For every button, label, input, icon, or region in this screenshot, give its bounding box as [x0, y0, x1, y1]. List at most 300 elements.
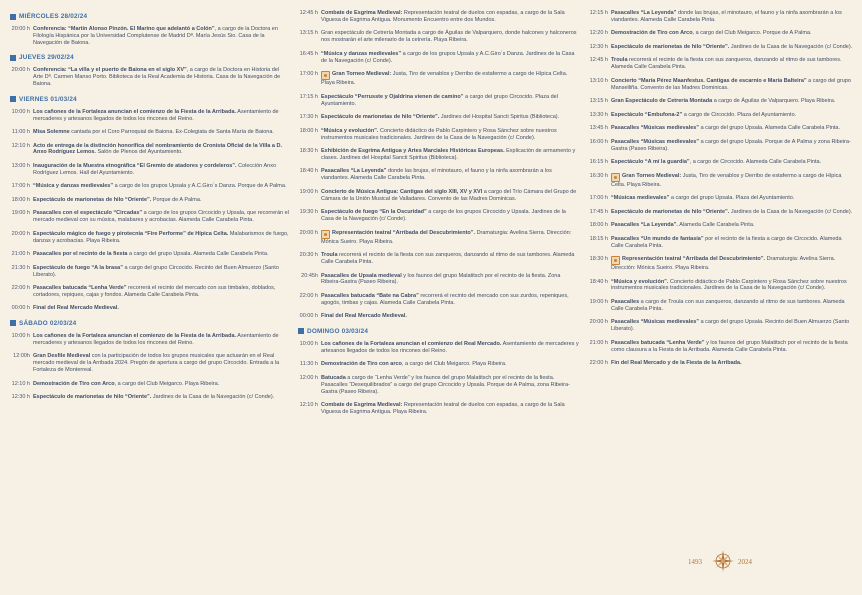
- event-details: a cargo del grupo Circocido. Recinto del Buen Almuerzo (Santo Liberato).: [33, 264, 279, 278]
- compass-rose-icon: [712, 550, 734, 572]
- event-item: [588, 299, 854, 313]
- event-details: a cargo del Trío Cámara del Grupo de Cámara de la Unión Musical de Valladares. Convento de las Madres Dominicas.: [321, 188, 577, 202]
- event-item: [588, 360, 854, 367]
- event-item: [588, 30, 854, 37]
- event-item: [588, 173, 854, 189]
- event-item: [298, 148, 580, 162]
- event-description: [611, 98, 854, 105]
- event-details: Justa, Tiro de venablos y Derribo de estafermo a cargo de Hípica Celta. Playa Ribeira.: [321, 71, 568, 87]
- event-title: Espectáculo “A mí la guardia”: [611, 159, 690, 166]
- event-description: [611, 159, 854, 166]
- event-title: Pasacalles “Un mundo de fantasía”: [611, 235, 704, 242]
- event-time: 19:30 h: [299, 209, 318, 216]
- event-details: a cargo de los grupos Circocido y Upsala. Jardines de la Casa de la Navegación (c/ Conde).: [321, 209, 566, 223]
- horse-rider-icon: [321, 230, 330, 239]
- event-description: [33, 26, 290, 47]
- event-item: [10, 353, 290, 374]
- event-details: Dramaturgia: Avelina Sierra. Dirección: Mónica Sueiro. Playa Ribeira.: [611, 256, 836, 272]
- program-column-3: [588, 10, 854, 374]
- event-time: 16:15 h: [589, 159, 608, 166]
- event-description: [611, 112, 854, 119]
- day-title: MIÉRCOLES 28/02/24: [19, 13, 88, 20]
- event-details: Asentamiento de mercaderes y artesanos llegados de todos los rincones del Reino.: [33, 332, 279, 346]
- event-item: [298, 402, 580, 416]
- event-details: Justa, Tiro de venablos y Derribo de estafermo a cargo de Hípica Celta. Playa Ribeira.: [611, 172, 842, 188]
- event-item: [588, 78, 854, 92]
- event-title: Concierto “María Pérez Maanfestus. Cantigas de escarnio e María Balteira”: [611, 77, 807, 84]
- event-item: [588, 112, 854, 119]
- event-time: 20:00 h: [11, 230, 30, 237]
- event-description: [611, 44, 854, 51]
- event-title: Acto de entrega de la distinción honorífica del nombramiento de Cronista Oficial de la Villa a D. Anxo Rodríguez Lemos.: [33, 142, 282, 156]
- event-item: [10, 26, 290, 47]
- event-item: [10, 197, 290, 204]
- event-details: Concierto didáctico de Pablo Carpintero y Rosa Sánchez sobre nuestros instrumentos musicales tradicionales. Jardines de la Casa de la Navegación (c/ Conde).: [321, 127, 557, 141]
- event-description: [33, 265, 290, 279]
- event-title: Espectáculo “Embufona-2”: [611, 111, 683, 118]
- event-title: Espectáculo de marionetas de hilo “Oriente”.: [33, 394, 152, 401]
- event-time: 18:00 h: [11, 196, 30, 203]
- event-time: 19:00 h: [299, 188, 318, 195]
- event-description: [321, 71, 580, 87]
- event-item: [10, 285, 290, 299]
- event-title: Espectáculo mágico de fuego y pirotecnia “Fire Performe” de Hípica Celta.: [33, 230, 229, 237]
- event-description: [33, 197, 290, 204]
- day-marker-icon: [10, 320, 16, 326]
- day-marker-icon: [10, 96, 16, 102]
- event-time: 13:00 h: [11, 162, 30, 169]
- event-description: [321, 230, 580, 246]
- event-description: [33, 67, 290, 88]
- event-description: [611, 256, 854, 272]
- event-details: recorrerá el recinto del mercado con sus zurdos, repeniques, agogós, timbas y cajas. Alameda Calle Carabela Pinta.: [321, 292, 569, 306]
- event-item: [588, 139, 854, 153]
- event-description: [611, 279, 854, 293]
- event-item: [298, 230, 580, 246]
- event-details: a cargo del grupo Upsala. Alameda Calle Carabela Pinta.: [699, 125, 841, 132]
- event-item: [298, 361, 580, 368]
- event-description: [33, 109, 290, 123]
- event-title: Demostración de Tiro con arco: [321, 361, 402, 368]
- emblem-year-end: 2024: [738, 558, 752, 566]
- event-title: Concierto de Música Antigua: Cantigas del siglo XIII, XV y XVI: [321, 188, 483, 195]
- event-time: 12:20 h: [589, 30, 608, 37]
- event-item: [298, 128, 580, 142]
- event-title: Espectáculo “Perrusste y Ojaldrina vienen de camino”: [321, 93, 464, 100]
- event-description: [321, 273, 580, 287]
- event-time: 19:00 h: [589, 298, 608, 305]
- emblem-year-start: 1493: [688, 558, 702, 566]
- event-details: Gran espectáculo de Cetrería Montada a cargo de Águilas de Valparquero, donde halcones y halconeros nos mostrarán el arte milenario de la cetrería. Playa Ribeira.: [321, 30, 577, 44]
- event-item: [298, 30, 580, 44]
- event-item: [588, 159, 854, 166]
- event-details: recorrerá el recinto del mercado con sus timbales, doblados, cortadores, repiques, cajas y fondos. Alameda Calle Carabela Pinta.: [33, 285, 276, 298]
- event-time: 13:45 h: [589, 125, 608, 132]
- day-header: [298, 327, 580, 336]
- event-title: Gran Desfile Medieval: [33, 353, 91, 360]
- event-item: [298, 71, 580, 87]
- event-title: Conferencia: “La villa y el puerto de Baiona en el siglo XV”: [33, 67, 187, 74]
- event-title: Espectáculo de marionetas de hilo “Oriente”.: [611, 43, 730, 50]
- event-time: 22:00 h: [299, 292, 318, 299]
- event-details: Representación teatral de duelos con espadas, a cargo de la Sala Viguesa de Esgrima Antigua. Playa Ribeira.: [321, 402, 565, 415]
- event-details: a cargo del grupo Upsala. Plaza del Ayuntamiento.: [669, 195, 795, 202]
- event-title: Los cañones de la Fortaleza anuncian el comienzo del Real Mercado.: [321, 340, 502, 347]
- event-time: 12:00 h: [299, 374, 318, 381]
- event-item: [588, 340, 854, 354]
- event-details: a cargo de Águilas de Valparquero. Playa Ribeira.: [712, 98, 836, 105]
- event-title: Batucada: [321, 374, 346, 381]
- event-item: [588, 195, 854, 202]
- event-details: a cargo de los grupos Upsala y A.C.Giro´s Danza. Jardines de la Casa de la Navegación (c/ Conde).: [321, 50, 575, 64]
- event-description: [611, 299, 854, 313]
- event-item: [298, 114, 580, 121]
- event-details: a cargo de Circocido. Plaza del Ayuntamiento.: [682, 111, 797, 118]
- day-title: DOMINGO 03/03/24: [307, 327, 369, 335]
- event-details: Representación teatral de duelos con espadas, a cargo de la Sala Viguesa de Esgrima Antigua. Monumento Encuentro entre dos Mundos.: [321, 10, 565, 23]
- day-title: JUEVES 29/02/24: [19, 54, 74, 62]
- event-description: [611, 209, 854, 216]
- day-marker-icon: [10, 14, 16, 20]
- event-item: [588, 98, 854, 105]
- event-description: [321, 361, 580, 368]
- event-title: Exhibición de Esgrima Antigua y Artes Marciales Históricas Europeas.: [321, 148, 505, 155]
- event-time: 17:45 h: [589, 208, 608, 215]
- event-details: recorrerá el recinto de la fiesta con sus zanqueros, danzando al ritmo de sus tambores. Alameda Calle Carabela Pinta.: [321, 252, 575, 266]
- event-time: 18:00 h: [589, 222, 608, 229]
- event-description: [33, 210, 290, 224]
- event-item: [10, 163, 290, 177]
- event-details: Jardines de la Casa de la Navegación (c/ Conde).: [151, 394, 275, 401]
- event-title: Espectáculo de marionetas de hilo “Oriente”.: [321, 114, 440, 121]
- event-description: [321, 341, 580, 355]
- event-description: [33, 394, 290, 401]
- event-title: Pasacalles “La Leyenda”: [321, 168, 387, 175]
- event-time: 10:00 h: [299, 340, 318, 347]
- event-details: donde las brujas, el minotauro, el fauno y la ninfa asombrarán a los viandantes. Alameda Calle Carabela Pinta.: [611, 10, 842, 23]
- event-title: Pasacalles: [611, 298, 640, 305]
- event-title: Fin del Real Mercado y de la Fiesta de la Arribada.: [611, 360, 742, 367]
- event-details: Porque de A Palma.: [151, 196, 202, 203]
- event-time: 21:00 h: [589, 339, 608, 346]
- event-title: “Música y danzas medievales”: [321, 50, 402, 57]
- event-details: a cargo del grupo Upsala. Porque de A Palma y zona Ribeira-Gastra (Paseo Ribeira).: [611, 138, 851, 152]
- event-title: Espectáculo de fuego “En la Oscuridad”: [321, 209, 427, 216]
- event-title: Gran Torneo Medieval:: [332, 71, 392, 78]
- event-time: 18:30 h: [589, 256, 608, 263]
- event-item: [588, 222, 854, 229]
- program-column-1: [10, 10, 290, 408]
- event-title: Pasacalles batucada “Lenha Verde”: [611, 339, 705, 346]
- day-header: [10, 95, 290, 104]
- event-title: Pasacalles “Músicas medievales”: [611, 319, 700, 326]
- event-description: [33, 305, 290, 312]
- event-time: 13:10 h: [589, 77, 608, 84]
- event-time: 17:00 h: [589, 195, 608, 202]
- event-title: Final del Real Mercado Medieval.: [33, 305, 119, 312]
- event-title: Gran Torneo Medieval:: [622, 172, 682, 179]
- event-time: 18:40 h: [589, 278, 608, 285]
- event-description: [33, 129, 290, 136]
- event-time: 12:10 h: [11, 380, 30, 387]
- event-time: 16:00 h: [589, 138, 608, 145]
- event-details: Asentamiento de mercaderes y artesanos llegados de todos los rincones del Reino.: [321, 340, 579, 354]
- event-details: , a cargo del Club Meigarco. Playa Ribeira.: [114, 380, 220, 387]
- event-time: 19:00 h: [11, 210, 30, 217]
- day-header: [10, 319, 290, 328]
- day-marker-icon: [10, 55, 16, 61]
- event-title: Final del Real Mercado Medieval.: [321, 313, 407, 320]
- event-title: Pasacalles por el recinto de la fiesta: [33, 251, 128, 258]
- event-time: 20:00 h: [11, 26, 30, 32]
- event-time: 17:00 h: [299, 71, 318, 78]
- event-title: Combate de Esgrima Medieval:: [321, 10, 403, 16]
- event-time: 12:10 h: [299, 402, 318, 409]
- event-details: cantada por el Coro Parroquial de Baiona. Ex-Colegiata de Santa María de Baiona.: [69, 129, 274, 136]
- event-time: 17:00 h: [11, 183, 30, 190]
- day-title: VIERNES 01/03/24: [19, 95, 77, 103]
- event-item: [298, 10, 580, 24]
- event-item: [298, 341, 580, 355]
- event-title: “Músicas medievales”: [611, 195, 670, 202]
- event-details: Alameda Calle Carabela Pinta.: [677, 222, 755, 229]
- event-time: 18:30 h: [299, 148, 318, 155]
- event-description: [321, 148, 580, 162]
- event-item: [588, 319, 854, 333]
- event-item: [588, 256, 854, 272]
- event-details: Colección Anxo Rodríguez Lemos. Hall del Ayuntamiento.: [33, 162, 277, 176]
- event-title: Combate de Esgrima Medieval:: [321, 402, 403, 409]
- event-title: Espectáculo de fuego “A la brasa”: [33, 264, 123, 271]
- event-time: 22:00 h: [589, 360, 608, 367]
- event-time: 10:00 h: [11, 108, 30, 115]
- event-details: a cargo de Troula con sus zanqueros, danzando al ritmo de sus tambores. Alameda Calle Carabela Pinta.: [611, 298, 845, 312]
- event-item: [298, 51, 580, 65]
- event-time: 21:00 h: [11, 251, 30, 258]
- event-time: 13:15 h: [299, 30, 318, 37]
- event-time: 12:15 h: [589, 10, 608, 16]
- day-marker-icon: [298, 328, 304, 334]
- event-description: [33, 381, 290, 388]
- event-description: [611, 173, 854, 189]
- event-time: 12:30 h: [11, 394, 30, 401]
- event-title: Pasacalles de Upsala medieval: [321, 272, 402, 279]
- event-time: 12:10 h: [11, 142, 30, 149]
- event-item: [10, 265, 290, 279]
- event-description: [321, 375, 580, 396]
- event-time: 20:00 h: [589, 319, 608, 326]
- event-description: [33, 285, 290, 299]
- day-header: [10, 12, 290, 21]
- event-details: a cargo de los grupos Circocido y Upsala, que recorrerán el mercado medieval con su música, malabares y acrobacias. Alameda Calle Carabela Pinta.: [33, 210, 289, 224]
- horse-rider-icon: [611, 173, 620, 182]
- event-item: [10, 333, 290, 347]
- event-title: Pasacalles batucada “Bate na Cabra”: [321, 292, 419, 299]
- event-details: Malabarismos de fuego, danzas y acrobacias. Playa Ribeira.: [33, 230, 289, 244]
- event-details: a cargo de los grupos Upsala y A.C.Giro´s Danza. Porque de A Palma.: [113, 183, 287, 190]
- event-item: [588, 125, 854, 132]
- event-time: 00:00 h: [299, 313, 318, 320]
- event-title: Pasacalles “Músicas medievales”: [611, 138, 700, 145]
- event-details: Jardines de la Casa de la Navegación (c/ Conde).: [729, 208, 853, 215]
- event-description: [611, 319, 854, 333]
- event-description: [611, 78, 854, 92]
- event-time: 00:00 h: [11, 305, 30, 312]
- event-item: [10, 381, 290, 388]
- event-time: 22:00 h: [11, 285, 30, 292]
- event-item: [10, 109, 290, 123]
- event-description: [611, 340, 854, 354]
- event-description: [321, 189, 580, 203]
- event-details: Concierto didáctico de Pablo Carpintero y Rosa Sánchez sobre nuestros instrumentos musicales tradicionales. Jardines de la Casa de la Navegación (c/ Conde).: [611, 278, 847, 292]
- event-time: 11:00 h: [12, 129, 30, 136]
- event-title: Los cañones de la Fortaleza anuncian el comienzo de la Fiesta de la Arribada.: [33, 108, 237, 115]
- event-title: “Música y danzas medievales”: [33, 183, 114, 190]
- event-title: Representación teatral “Arribada del Descubrimiento”.: [332, 229, 476, 236]
- event-description: [321, 252, 580, 266]
- program-column-2: [298, 10, 580, 423]
- event-description: [611, 222, 854, 229]
- event-description: [33, 183, 290, 190]
- event-description: [33, 143, 290, 157]
- event-item: [588, 10, 854, 24]
- event-details: a cargo del grupo Upsala. Alameda Calle Carabela Pinta.: [127, 251, 269, 258]
- event-item: [10, 394, 290, 401]
- event-item: [298, 209, 580, 223]
- event-title: Pasacalles con el espectáculo “Circadas”: [33, 210, 143, 217]
- event-title: “Música y evolución”.: [611, 278, 669, 285]
- event-item: [10, 143, 290, 157]
- event-details: , a cargo de la Doctora en Historia del Arte Dª. Carmen Manso Porto. Biblioteca de la Real Academia de Historia. Casa de la Navegación de Baiona.: [33, 67, 281, 88]
- event-description: [611, 30, 854, 37]
- event-description: [321, 313, 580, 320]
- event-item: [588, 279, 854, 293]
- event-description: [321, 114, 580, 121]
- event-description: [321, 209, 580, 223]
- event-description: [611, 57, 854, 71]
- event-item: [10, 305, 290, 312]
- event-description: [611, 139, 854, 153]
- day-header: [10, 53, 290, 62]
- event-description: [33, 353, 290, 374]
- event-details: Salón de Plenos del Ayuntamiento.: [95, 149, 183, 156]
- event-time: 20:00 h: [11, 67, 30, 74]
- event-details: y los faunos del grupo Malatitsch por el recinto de la fiesta como clausura a la Fiesta de la Arribada. Alameda Calle Carabela Pinta.: [611, 339, 848, 353]
- event-details: a cargo del grupo Manselliña. Convento de las Madres Dominicas.: [611, 77, 851, 91]
- event-details: por el recinto de la fiesta a cargo de Circocido. Alameda Calle Carabela Pinta.: [611, 235, 842, 249]
- event-description: [611, 360, 854, 367]
- event-item: [298, 313, 580, 320]
- event-description: [321, 293, 580, 307]
- event-details: a cargo de “Lenha Verde” y los faunos del grupo Malatitsch por el recinto de la fiesta. Pasacalles “Desequilibrados” a cargo del grupo Circocido y Upsala. Porque de A Palma, zona Ribeira-Gastra (Paseo Ribeira).: [321, 374, 570, 395]
- event-item: [298, 293, 580, 307]
- event-description: [611, 125, 854, 132]
- event-description: [321, 51, 580, 65]
- event-title: Pasacalles “La Leyenda”.: [611, 222, 678, 229]
- event-time: 20:30 h: [299, 252, 318, 259]
- anniversary-emblem: [688, 548, 758, 582]
- event-time: 10:00 h: [11, 332, 30, 339]
- event-item: [588, 57, 854, 71]
- event-title: “Música y evolución”.: [321, 127, 379, 134]
- event-time: 18:15 h: [589, 235, 608, 242]
- event-item: [588, 44, 854, 51]
- event-title: Demostración de Tiro con Arco: [611, 30, 693, 37]
- event-time: 16:45 h: [299, 50, 318, 57]
- event-details: , a cargo del Club Meigarco. Playa Ribeira.: [401, 361, 507, 368]
- event-details: , a cargo de la Doctora en Filología Hispánica por la Universidad Complutense de Madrid Dª. María Jesús Sio. Casa de la Navegación de Baiona.: [33, 26, 278, 46]
- event-title: Los cañones de la Fortaleza anuncian el comienzo de la Fiesta de la Arribada.: [33, 332, 237, 339]
- event-description: [33, 163, 290, 177]
- event-description: [321, 10, 580, 24]
- event-time: 12:30 h: [589, 43, 608, 50]
- event-title: Conferencia: “Martín Alonso Pinzón. El Marino que adelantó a Colón”: [33, 26, 215, 32]
- event-time: 16:30 h: [589, 172, 608, 179]
- event-time: 12:45 h: [589, 57, 608, 64]
- event-time: 12:00h: [13, 353, 30, 360]
- event-title: Pasacalles batucada “Lenha Verde”: [33, 285, 127, 292]
- event-title: Pasacalles “Músicas medievales”: [611, 125, 700, 132]
- event-title: Pasacalles “La Leyenda”: [611, 10, 677, 16]
- event-item: [10, 129, 290, 136]
- event-item: [10, 251, 290, 258]
- event-title: Inauguración de la Muestra etnográfica “El Gremio de atadores y cordeleros”.: [33, 162, 237, 169]
- event-details: con la participación de todos los grupos musicales que actuarán en el Real mercado medieval de la Arribada 2024. Pregón de apertura a cargo del grupo Circocido. Entrada a la Fortaleza de Monterreal.: [33, 353, 280, 374]
- event-description: [321, 402, 580, 416]
- event-details: Jardines del Hospital Sancti Spiritus (Biblioteca).: [439, 114, 560, 121]
- event-description: [611, 10, 854, 24]
- event-item: [298, 189, 580, 203]
- event-time: 13:30 h: [589, 111, 608, 118]
- event-details: a cargo del grupo Upsala. Recinto del Buen Almuerzo (Santo Liberato).: [611, 319, 850, 333]
- event-item: [298, 168, 580, 182]
- event-title: Gran Espectáculo de Cetrería Montada: [611, 98, 713, 105]
- event-time: 21:30 h: [11, 264, 30, 271]
- event-title: Troula: [321, 252, 338, 259]
- event-item: [10, 67, 290, 88]
- event-details: , a cargo del Club Meigarco. Porque de A Palma.: [692, 30, 812, 37]
- event-details: a cargo del grupo Circocido. Plaza del Ayuntamiento.: [321, 93, 558, 107]
- event-time: 18:40 h: [299, 168, 318, 175]
- event-details: Asentamiento de mercaderes y artesanos llegados de todos los rincones del Reino.: [33, 108, 279, 122]
- event-item: [10, 183, 290, 190]
- event-time: 17:15 h: [299, 93, 318, 100]
- event-time: 13:15 h: [589, 98, 608, 105]
- event-details: , a cargo de Circocido. Alameda Calle Carabela Pinta.: [689, 159, 822, 166]
- event-description: [33, 333, 290, 347]
- event-title: Demostración de Tiro con Arco: [33, 380, 115, 387]
- event-item: [588, 209, 854, 216]
- horse-rider-icon: [611, 256, 620, 265]
- event-item: [298, 375, 580, 396]
- event-time: 12:45 h: [299, 10, 318, 16]
- event-title: Troula: [611, 57, 628, 64]
- event-details: Explicación de armamento y clases. Jardines del Hospital Sancti Spiritus (Biblioteca).: [321, 148, 576, 161]
- event-item: [588, 236, 854, 250]
- event-title: Representación teatral “Arribada del Descubrimiento”.: [622, 256, 766, 263]
- event-time: 11:30 h: [300, 361, 318, 368]
- event-item: [298, 94, 580, 108]
- horse-rider-icon: [321, 71, 330, 80]
- event-description: [321, 30, 580, 44]
- event-description: [611, 236, 854, 250]
- event-details: y los faunos del grupo Malatitsch por el recinto de la fiesta. Zona Ribeira-Gastra (Paseo Ribeira).: [321, 272, 561, 286]
- day-title: SÁBADO 02/03/24: [19, 319, 77, 327]
- event-time: 20:45h: [301, 272, 318, 279]
- event-title: Espectáculo de marionetas de hilo “Oriente”.: [611, 208, 730, 215]
- event-description: [321, 168, 580, 182]
- event-description: [321, 128, 580, 142]
